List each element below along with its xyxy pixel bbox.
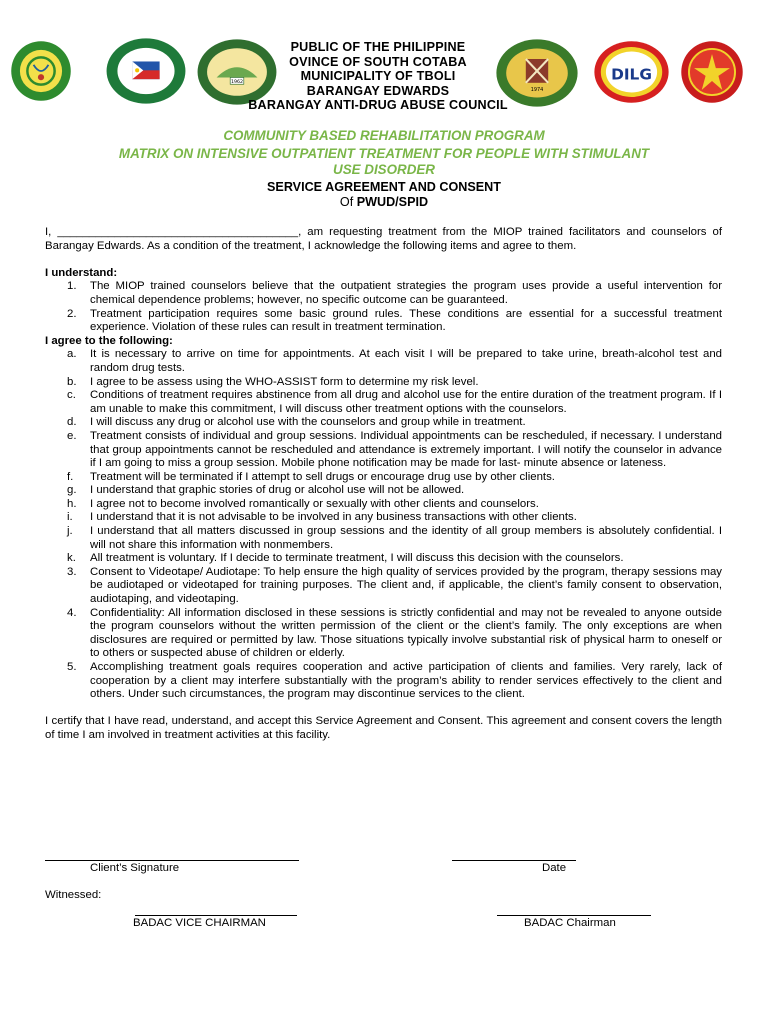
list-marker: d. bbox=[67, 416, 77, 429]
list-item-text: Conditions of treatment requires abstinence from all drug and alcohol use for the entire duration of the treatment program. If I am unable to make this commitment, I will discuss other treatment options with the counselors. bbox=[90, 389, 722, 415]
list-item bbox=[45, 511, 722, 525]
list-item-text: Consent to Videotape/ Audiotape: To help ensure the high quality of services provided by the program, therapy sessions may be audiotaped or videotaped for training purposes. The client and, if applicable, the client’s family consent to observation, audiotaping, and videotaping. bbox=[90, 565, 722, 606]
list-marker: i. bbox=[67, 511, 73, 524]
list-marker: e. bbox=[67, 429, 77, 442]
header-line: MUNICIPALITY OF TBOLI bbox=[300, 69, 456, 84]
list-item-text: It is necessary to arrive on time for appointments. At each visit I will be prepared to take urine, breath-alcohol test and random drug tests. bbox=[90, 348, 722, 374]
list-item bbox=[45, 525, 722, 552]
list-item bbox=[45, 471, 722, 485]
list-marker: g. bbox=[67, 484, 77, 497]
list-item bbox=[45, 376, 722, 390]
list-item bbox=[45, 484, 722, 498]
list-item-text: I understand that all matters discussed in group sessions and the identity of all group members is absolutely confidential. I will not share this information with nonmembers. bbox=[90, 525, 722, 551]
header-line: BARANGAY ANTI-DRUG ABUSE COUNCIL bbox=[248, 98, 508, 113]
list-marker: f. bbox=[67, 470, 74, 483]
department-of-health-seal bbox=[104, 37, 188, 105]
header-line: BARANGAY EDWARDS bbox=[306, 83, 450, 98]
vice-chairman-line bbox=[135, 915, 297, 916]
list-item bbox=[45, 498, 722, 512]
list-item-text: I will discuss any drug or alcohol use with the counselors and group while in treatment. bbox=[90, 416, 526, 429]
list-marker: h. bbox=[67, 497, 77, 510]
understand-heading: I understand: bbox=[45, 266, 118, 279]
list-item-text: All treatment is voluntary. If I decide to terminate treatment, I will discuss this decision with the counselors. bbox=[90, 552, 624, 565]
list-item-text: Treatment consists of individual and group sessions. Individual appointments can be rescheduled, if necessary. I understand that group appointments cannot be rescheduled and attendance is extremely important. I will notify the counselor in advance if I am going to miss a group session. Mobile phone notification may be made for last- minute absence or lateness. bbox=[90, 429, 722, 470]
list-item-text: I agree to be assess using the WHO-ASSIST form to determine my risk level. bbox=[90, 375, 479, 388]
list-item bbox=[45, 280, 722, 307]
list-item bbox=[45, 607, 722, 661]
list-marker: 3. bbox=[67, 565, 77, 578]
list-marker: 5. bbox=[67, 661, 77, 673]
list-item bbox=[45, 308, 722, 335]
list-item-text: Treatment participation requires some basic ground rules. These conditions are essential for a successful treatment experience. Violation of these rules can result in treatment termination. bbox=[90, 307, 722, 334]
list-marker: k. bbox=[67, 552, 76, 565]
agreement-subtitle bbox=[40, 195, 728, 210]
list-item-text: Confidentiality: All information disclosed in these sessions is strictly confidential and may not be revealed to anyone outside the program counselors without the written permission of the client or the client’s family. The only exceptions are when disclosures are required or permitted by law. Those situations typically involve substantial risk of physical harm to oneself or to others or suspected abuse of children or elderly. bbox=[90, 606, 722, 660]
agreement-title: SERVICE AGREEMENT AND CONSENT bbox=[267, 180, 501, 194]
list-marker: 2. bbox=[67, 307, 77, 320]
list-item-text: I understand that it is not advisable to be involved in any business transactions with other clients. bbox=[90, 511, 577, 524]
agree-heading: I agree to the following: bbox=[45, 334, 173, 347]
matrix-title-line1: MATRIX ON INTENSIVE OUTPATIENT TREATMENT FOR PEOPLE WITH STIMULANT bbox=[118, 146, 650, 161]
header-line: OVINCE OF SOUTH COTABA bbox=[289, 54, 467, 69]
date-label: Date bbox=[542, 862, 567, 874]
pdea-seal bbox=[680, 40, 744, 104]
list-item bbox=[45, 566, 722, 607]
svg-text:1962: 1962 bbox=[230, 79, 244, 85]
client-signature-label: Client’s Signature bbox=[90, 862, 180, 874]
list-item-text: Accomplishing treatment goals requires cooperation and active participation of clients and families. Very rarely, lack of cooperation by a client may interfere substantially with the program’s ability to render services effectively to the client and others. Under such circumstances, the program may discontinue services to the client. bbox=[90, 661, 722, 701]
date-line bbox=[452, 860, 576, 861]
client-signature-line bbox=[45, 860, 299, 861]
list-marker: 1. bbox=[67, 280, 77, 293]
list-item bbox=[45, 552, 722, 566]
document-body bbox=[45, 226, 722, 743]
list-marker: b. bbox=[67, 375, 77, 388]
list-item-text: I agree not to become involved romantically or sexually with other clients and counselors. bbox=[90, 497, 539, 510]
list-marker: j. bbox=[67, 525, 73, 538]
list-marker: c. bbox=[67, 389, 76, 402]
program-title: COMMUNITY BASED REHABILITATION PROGRAM bbox=[223, 128, 545, 143]
list-marker: 4. bbox=[67, 606, 77, 619]
matrix-title-line2: USE DISORDER bbox=[333, 162, 435, 177]
vice-chairman-label: BADAC VICE CHAIRMAN bbox=[133, 917, 266, 929]
certify-paragraph: I certify that I have read, understand, and accept this Service Agreement and Consent. This agreement and consent covers the length of time I am involved in treatment activities at this facility. bbox=[45, 715, 722, 741]
consent-list bbox=[45, 566, 722, 702]
svg-text:1974: 1974 bbox=[530, 87, 544, 94]
header-block bbox=[228, 40, 528, 113]
list-item bbox=[45, 389, 722, 416]
header-line: PUBLIC OF THE PHILIPPINE bbox=[290, 40, 466, 54]
list-marker: a. bbox=[67, 348, 77, 361]
intro-paragraph: I, ______________________________________, am requesting treatment from the MIOP trained facilitators and counselors of Barangay Edwards. As a condition of the treatment, I acknowledge the following items and agree to them. bbox=[45, 226, 722, 252]
dilg-seal bbox=[590, 40, 673, 104]
witnessed-label: Witnessed: bbox=[45, 889, 102, 901]
svg-text:DILG: DILG bbox=[611, 65, 652, 84]
agree-list bbox=[45, 348, 722, 566]
list-item-text: Treatment will be terminated if I attempt to sell drugs or encourage drug use by other clients. bbox=[90, 470, 555, 483]
pwud-label: PWUD/SPID bbox=[356, 195, 429, 209]
chairman-label: BADAC Chairman bbox=[524, 917, 616, 929]
list-item bbox=[45, 348, 722, 375]
of-prefix: Of bbox=[339, 195, 357, 209]
list-item bbox=[45, 661, 722, 702]
understand-list bbox=[45, 280, 722, 334]
list-item-text: I understand that graphic stories of drug or alcohol use will not be allowed. bbox=[90, 484, 465, 497]
rural-health-unit-seal bbox=[10, 40, 72, 102]
list-item-text: The MIOP trained counselors believe that the outpatient strategies the program uses provide a useful intervention for chemical dependence problems; however, no specific outcome can be guaranteed. bbox=[90, 280, 722, 306]
chairman-line bbox=[497, 915, 651, 916]
list-item bbox=[45, 416, 722, 430]
list-item bbox=[45, 430, 722, 471]
